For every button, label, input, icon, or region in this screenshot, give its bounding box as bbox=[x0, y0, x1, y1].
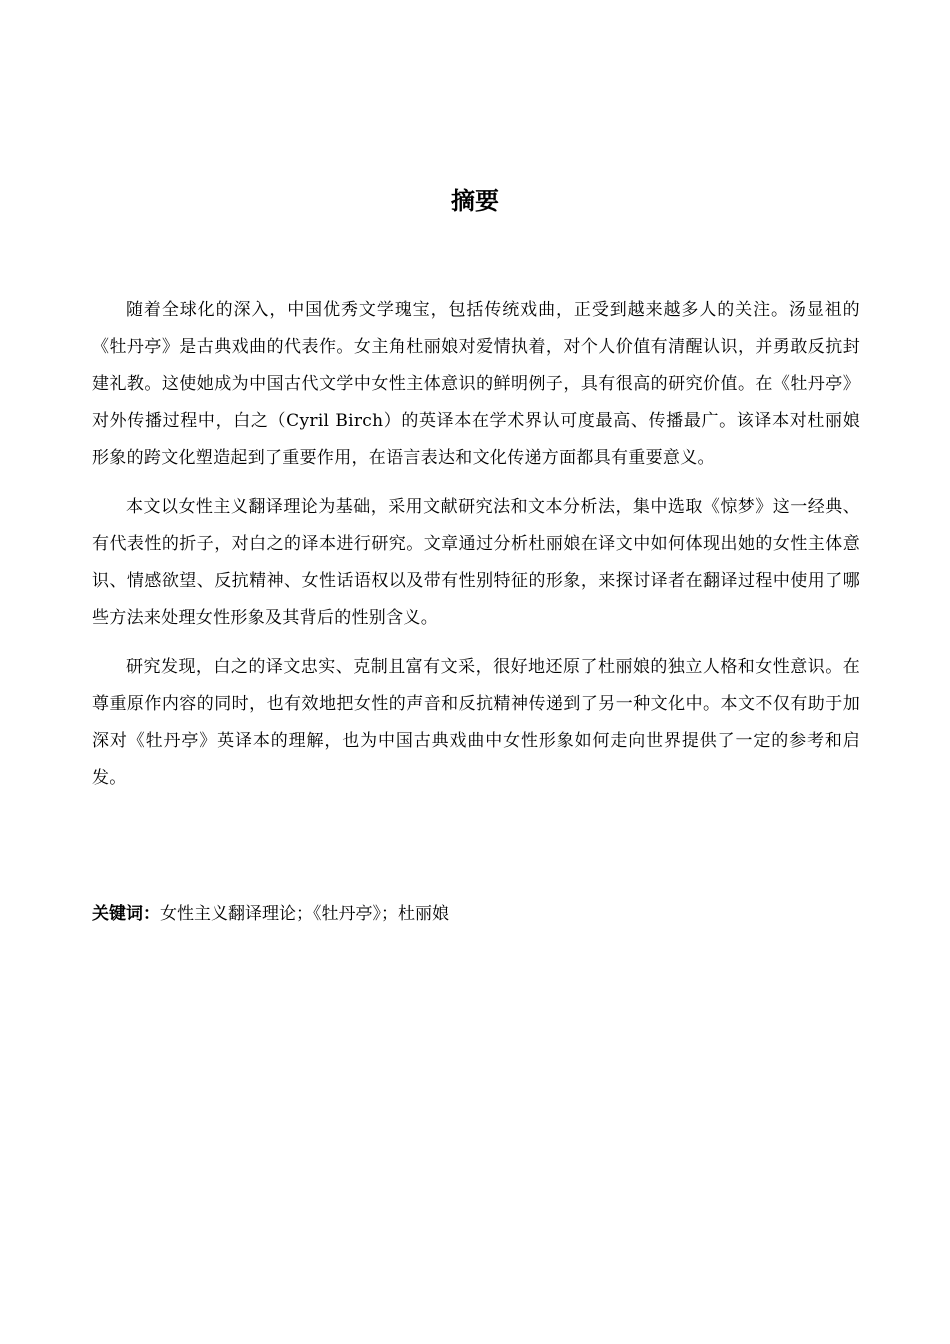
keywords-text: 女性主义翻译理论；《牡丹亭》；杜丽娘 bbox=[160, 904, 449, 924]
page-title: 摘要 bbox=[451, 187, 499, 215]
abstract-paragraph-1: 随着全球化的深入，中国优秀文学瑰宝，包括传统戏曲，正受到越来越多人的关注。汤显祖的《牡丹亭》是古典戏曲的代表作。女主角杜丽娘对爱情执着，对个人价值有清醒认识，并勇敢反抗封建礼教。这使她成为中国古代文学中女性主体意识的鲜明例子，具有很高的研究价值。在《牡丹亭》对外传播过程中，白之（Cyril Birch）的英译本在学术界认可度最高、传播最广。该译本对杜丽娘形象的跨文化塑造起到了重要作用，在语言表达和文化传递方面都具有重要意义。 bbox=[92, 300, 860, 468]
abstract-body bbox=[92, 292, 860, 809]
abstract-paragraph-3: 研究发现，白之的译文忠实、克制且富有文采，很好地还原了杜丽娘的独立人格和女性意识。在尊重原作内容的同时，也有效地把女性的声音和反抗精神传递到了另一种文化中。本文不仅有助于加深对《牡丹亭》英译本的理解，也为中国古典戏曲中女性形象如何走向世界提供了一定的参考和启发。 bbox=[92, 657, 860, 788]
abstract-paragraph-2: 本文以女性主义翻译理论为基础，采用文献研究法和文本分析法，集中选取《惊梦》这一经典、有代表性的折子，对白之的译本进行研究。文章通过分析杜丽娘在译文中如何体现出她的女性主体意识、情感欲望、反抗精神、女性话语权以及带有性别特征的形象，来探讨译者在翻译过程中使用了哪些方法来处理女性形象及其背后的性别含义。 bbox=[92, 497, 860, 628]
keywords-label: 关键词： bbox=[92, 904, 160, 924]
keywords-line bbox=[92, 897, 449, 931]
